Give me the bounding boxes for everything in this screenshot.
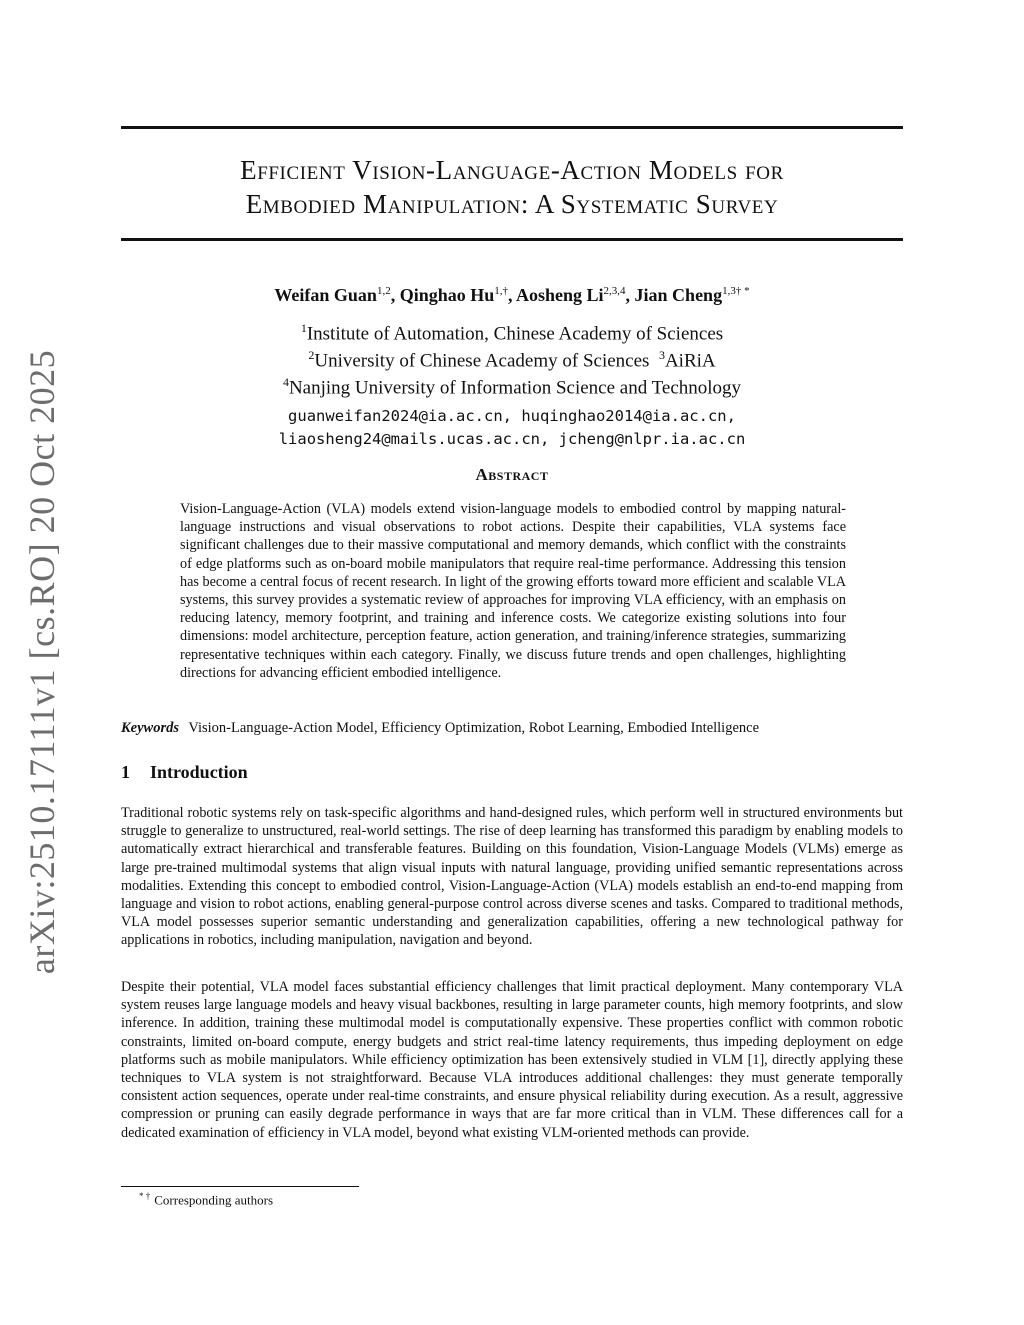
intro-paragraph-2: Despite their potential, VLA model faces substantial efficiency challenges that limit practical deployment. Many contemporary VLA system reuses large language models and heavy visual backbones, resulting in large parameter counts, high memory footprints, and slow inference. In addition, training these multimodal model is computationally expensive. These properties conflict with common robotic constraints, limited on-board compute, energy budgets and strict real-time latency requirements, thus impeding deployment on edge platforms such as mobile manipulators. While efficiency optimization has been extensively studied in VLM [1], directly applying these techniques to VLA system is not straightforward. Because VLA introduces additional challenges: they must generate temporally consistent action sequences, operate under real-time constraints, and ensure physical reliability during execution. As a result, aggressive compression or pruning can easily degrade performance in ways that are far more critical than in VLM. These differences call for a dedicated examination of efficiency in VLA model, beyond what existing VLM-oriented methods can provide. [121,979,903,1141]
section-number: 1 [121,762,130,782]
paper-title [121,153,903,221]
keywords-label: Keywords [121,720,179,736]
arxiv-identifier-stamp: arXiv:2510.17111v1 [cs.RO] 20 Oct 2025 [22,349,62,975]
abstract-heading: Abstract [475,465,549,484]
intro-paragraph-1: Traditional robotic systems rely on task-specific algorithms and hand-designed rules, which perform well in structured environments but struggle to generalize to unstructured, real-world settings. The rise of deep learning has transformed this paradigm by enabling models to automatically extract hierarchical and transferable features. Building on this foundation, Vision-Language Models (VLMs) emerge as large pre-trained multimodal systems that align visual inputs with natural language, providing unified semantic representations across modalities. Extending this concept to embodied control, Vision-Language-Action (VLA) models establish an end-to-end mapping from language and vision to robot actions, enabling general-purpose control across diverse scenes and tasks. Compared to traditional methods, VLA model possesses superior semantic understanding and generalization capabilities, offering a new technological pathway for applications in robotics, including manipulation, navigation and beyond. [121,805,903,949]
author-name: Aosheng Li [516,285,604,305]
abstract-text: Vision-Language-Action (VLA) models extend vision-language models to embodied control by mapping natural-language instructions and visual observations to robot actions. Despite their capabilities, VLA systems face significant challenges due to their massive computational and memory demands, which conflict with the constraints of edge platforms such as on-board mobile manipulators that require real-time performance. Addressing this tension has become a central focus of recent research. In light of the growing efforts toward more efficient and scalable VLA systems, this survey provides a systematic review of approaches for improving VLA efficiency, with an emphasis on reducing latency, memory footprint, and training and inference costs. We categorize existing solutions into four dimensions: model architecture, perception feature, action generation, and training/inference strategies, summarizing representative techniques within each category. Finally, we discuss future trends and open challenges, highlighting directions for advancing efficient embodied intelligence. [180,501,846,681]
affiliation-name: University of Chinese Academy of Sciences [314,350,650,372]
title-top-rule [121,126,903,129]
title-bottom-rule [121,238,903,241]
author-marks: 2,3,4 [603,285,626,297]
affiliation-mark: 3 [658,347,665,362]
affiliation-mark: 4 [282,374,289,389]
author-marks: 1,† [494,285,508,297]
footnote [139,1191,273,1208]
affiliation-name: Institute of Automation, Chinese Academy of Sciences [306,323,724,345]
author-name: Weifan Guan [274,285,377,305]
section-heading-introduction [121,762,248,783]
footnote-text: Corresponding authors [154,1192,274,1208]
author-separator: , [508,285,517,305]
author-list [121,285,903,306]
keywords-text: Vision-Language-Action Model, Efficiency Optimization, Robot Learning, Embodied Intelligence [188,720,760,736]
author-marks: 1,2 [376,285,391,297]
author-marks: 1,3† * [722,285,750,297]
footnote-rule [121,1186,359,1187]
section-title: Introduction [150,762,248,782]
author-separator: , [625,285,635,305]
keywords-line [121,718,903,738]
affiliation-name: Nanjing University of Information Science and Technology [288,376,742,398]
author-emails [121,405,903,451]
footnote-marks: * † [139,1191,151,1201]
affiliation-mark: 2 [308,347,315,362]
affiliation-line-1 [121,318,903,345]
title-line-2: Embodied Manipulation: A Systematic Survey [245,189,779,219]
author-name: Jian Cheng [634,285,723,305]
affiliation-mark: 1 [300,321,307,335]
title-line-1: Efficient Vision-Language-Action Models for [240,155,784,185]
affiliation-name: AiRiA [664,350,716,372]
affiliations [121,318,903,398]
affiliation-line-3 [121,372,903,399]
affiliation-line-2 [121,345,903,372]
author-separator: , [390,285,400,305]
email-line-2[interactable]: liaosheng24@mails.ucas.ac.cn, jcheng@nlpr.ia.ac.cn [278,430,746,448]
email-line-1[interactable]: guanweifan2024@ia.ac.cn, huqinghao2014@ia.ac.cn, [288,407,736,425]
author-name: Qinghao Hu [399,285,495,305]
